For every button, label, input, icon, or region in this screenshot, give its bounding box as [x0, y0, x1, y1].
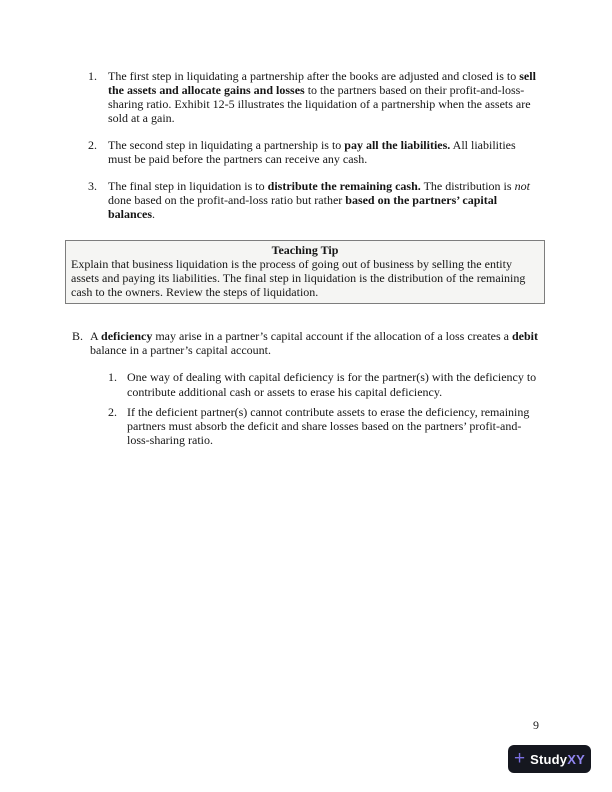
list-item-text: The final step in liquidation is to distribute the remaining cash. The distribution is not done based on the profit-and-loss ratio but rather based on the partners’ capital balances.	[108, 179, 530, 222]
outline-item-b	[72, 329, 540, 357]
list-item	[88, 179, 540, 221]
brand-second: XY	[567, 751, 585, 767]
studyxy-logo-text	[530, 752, 585, 767]
page-content	[0, 69, 612, 447]
sub-item-number: 1.	[108, 370, 117, 385]
list-item	[88, 138, 540, 166]
list-item-text: The second step in liquidating a partnership is to pay all the liabilities. All liabilities must be paid before the partners can receive any cash.	[108, 138, 516, 167]
sub-list-item	[108, 405, 540, 447]
sub-list-item	[108, 370, 540, 398]
teaching-tip-box	[65, 240, 545, 304]
list-item-number: 3.	[88, 179, 97, 194]
sub-item-text: One way of dealing with capital deficiency is for the partner(s) with the deficiency to contribute additional cash or assets to erase his capital deficiency.	[127, 370, 537, 399]
outline-item-text: A deficiency may arise in a partner’s capital account if the allocation of a loss creates a debit balance in a partner’s capital account.	[90, 329, 538, 358]
plus-icon: +	[514, 747, 526, 769]
list-item-number: 1.	[88, 69, 97, 83]
list-item-number: 2.	[88, 138, 97, 153]
page-number: 9	[533, 718, 539, 732]
teaching-tip-body: Explain that business liquidation is the process of going out of business by selling the entity assets and paying its liabilities. The final step in liquidation is the distribution of the remaining cash to the owners. Review the steps of liquidation.	[71, 257, 526, 300]
list-item-text: The first step in liquidating a partnership after the books are adjusted and closed is to sell the assets and allocate gains and losses to the partners based on their profit-and-loss-sharing ratio. Exhibit 12-5 illustrates the liquidation of a partnership when the assets are sold at a gain.	[108, 69, 536, 126]
outline-letter: B.	[72, 329, 84, 344]
brand-first: Study	[530, 751, 568, 767]
studyxy-logo-badge	[508, 745, 591, 773]
list-item	[88, 69, 540, 125]
teaching-tip-title: Teaching Tip	[271, 243, 339, 258]
sub-item-number: 2.	[108, 404, 117, 419]
sub-item-text: If the deficient partner(s) cannot contribute assets to erase the deficiency, remaining partners must absorb the deficit and share losses based on the partners’ profit-and-loss-sharing ratio.	[127, 404, 530, 447]
